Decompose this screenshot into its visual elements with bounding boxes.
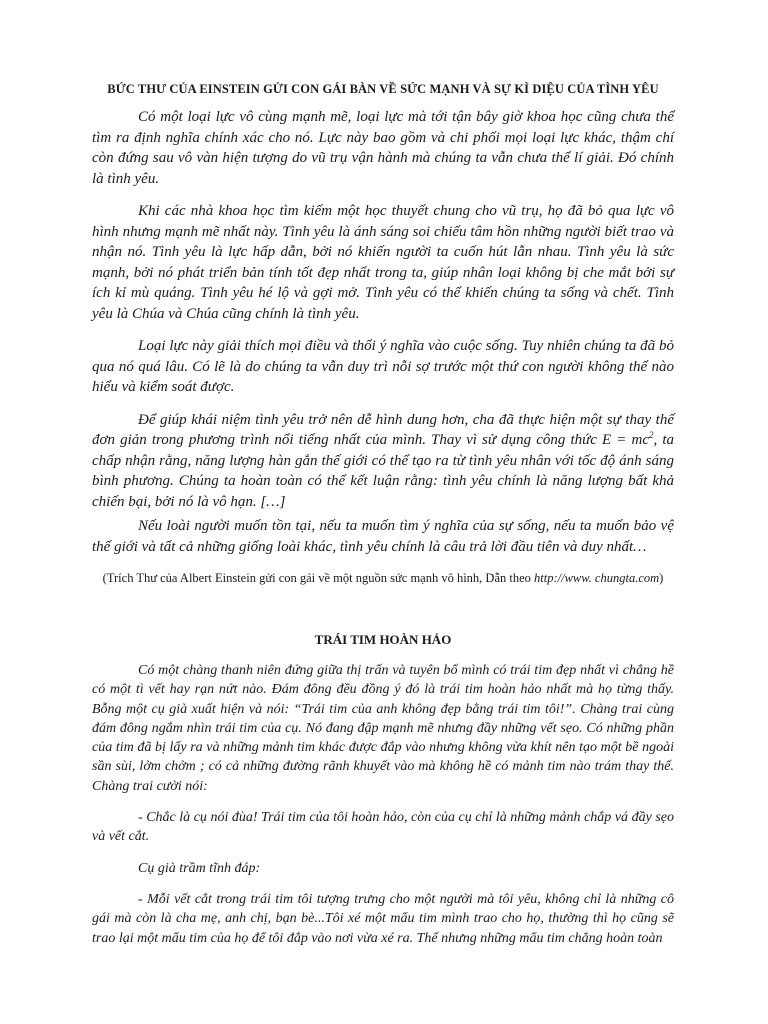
paragraph: Có một loại lực vô cùng mạnh mẽ, loại lực mà tới tận bây giờ khoa học cũng chưa thể tìm ra định nghĩa chính xác cho nó. Lực này bao gồm và chi phối mọi loại lực khác, thậm chí còn đứng sau vô vàn hiện tượng do vũ trụ vận hành mà chúng ta vẫn chưa thể lí giải. Đó chính là tình yêu. <box>92 109 674 187</box>
citation <box>92 571 674 586</box>
citation-text: (Trích Thư của Albert Einstein gửi con gái về một nguồn sức mạnh vô hình, Dẫn theo <box>102 571 535 585</box>
dialogue-line: - Mỗi vết cắt trong trái tim tôi tượng trưng cho một người mà tôi yêu, không chỉ là những cô gái mà còn là cha mẹ, anh chị, bạn bè...Tôi xé một mẩu tim mình trao cho họ, thường thì họ cũng sẽ trao lại một mẩu tim của họ để tôi đắp vào nơi vừa xé ra. Thế nhưng những mẩu tim chẳng hoàn toàn <box>92 891 674 946</box>
citation-url: http://www. chungta.com <box>534 571 660 585</box>
citation-end: ) <box>659 571 664 585</box>
paragraph: Có một chàng thanh niên đứng giữa thị trấn và tuyên bố mình có trái tim đẹp nhất vì chẳng hề có một tì vết hay rạn nứt nào. Đám đông đều đồng ý đó là trái tim hoàn hảo nhất mà họ từng thấy. Bỗng một cụ già xuất hiện và nói: “Trái tim của anh không đẹp bằng trái tim tôi!”. Chàng trai cùng đám đông ngắm nhìn trái tim của cụ. Nó đang đập mạnh mẽ nhưng đầy những vết sẹo. Có những phần của tim đã bị lấy ra và những mảnh tim khác được đắp vào nhưng không vừa khít nên tạo một bề ngoài sần sùi, lởm chởm ; có cả những đường rãnh khuyết vào mà không hề có mảnh tim nào trám thay thế. Chàng trai cười nói: <box>92 663 674 794</box>
paragraph: Loại lực này giải thích mọi điều và thổi ý nghĩa vào cuộc sống. Tuy nhiên chúng ta đã bỏ qua nó quá lâu. Có lẽ là do chúng ta vẫn duy trì nỗi sợ trước một thứ con người không thể nào hiểu và kiểm soát được. <box>92 338 674 395</box>
formula-text-after: , ta chấp nhận rằng, năng lượng hàn gắn thế giới có thể tạo ra từ tình yêu nhân với tốc độ ánh sáng bình phương. Chúng ta hoàn toàn có thể kết luận rằng: tình yêu chính là năng lượng bất khả chiến bại, bởi nó là vô hạn. […] <box>92 432 675 510</box>
page-content <box>92 82 674 960</box>
paragraph: Nếu loài người muốn tồn tại, nếu ta muốn tìm ý nghĩa của sự sống, nếu ta muốn bảo vệ thế giới và tất cả những giống loài khác, tình yêu chính là câu trả lời đầu tiên và duy nhất… <box>92 518 674 555</box>
story-title: TRÁI TIM HOÀN HẢO <box>314 632 452 647</box>
formula-paragraph <box>92 410 674 513</box>
paragraph: Cụ già trầm tĩnh đáp: <box>138 860 261 876</box>
superscript: 2 <box>649 430 654 440</box>
paragraph: Khi các nhà khoa học tìm kiếm một học thuyết chung cho vũ trụ, họ đã bỏ qua lực vô hình nhưng mạnh mẽ nhất này. Tình yêu là ánh sáng soi chiếu tâm hồn những người biết trao và nhận nó. Tình yêu là lực hấp dẫn, bởi nó khiến người ta cuốn hút lẫn nhau. Tình yêu là sức mạnh, bởi nó phát triển bản tính tốt đẹp nhất trong ta, giúp nhân loại không bị che mắt bởi sự ích kỉ mù quáng. Tình yêu hé lộ và gợi mở. Tình yêu có thể khiến chúng ta sống và chết. Tình yêu là Chúa và Chúa cũng chính là tình yêu. <box>92 203 674 322</box>
formula-text-before: Để giúp khái niệm tình yêu trở nên dễ hình dung hơn, cha đã thực hiện một sự thay thế đơn giản trong phương trình nổi tiếng nhất của mình. Thay vì sử dụng công thức E = mc <box>92 411 674 448</box>
article-title: BỨC THƯ CỦA EINSTEIN GỬI CON GÁI BÀN VỀ SỨC MẠNH VÀ SỰ KÌ DIỆU CỦA TÌNH YÊU <box>107 82 659 96</box>
dialogue-line: - Chắc là cụ nói đùa! Trái tim của tôi hoàn hảo, còn của cụ chỉ là những mảnh chắp vá đầy sẹo và vết cắt. <box>92 810 674 845</box>
